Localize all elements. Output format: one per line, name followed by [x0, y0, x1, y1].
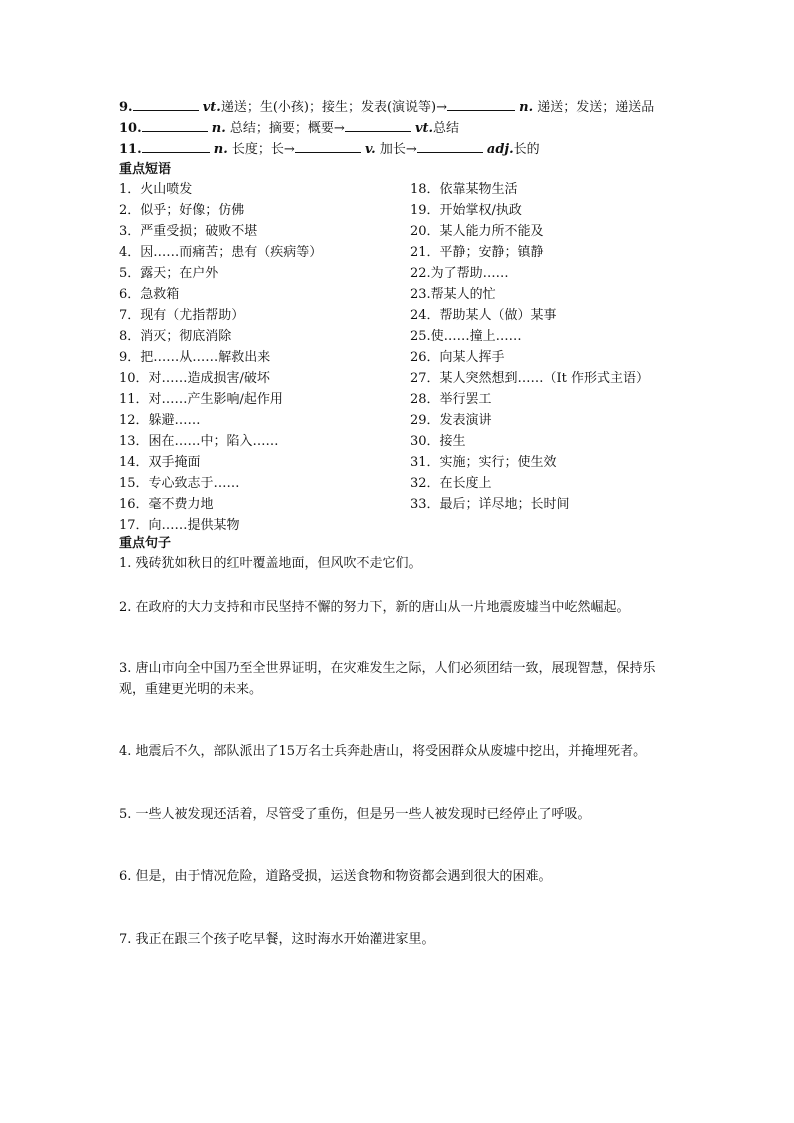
answer-blank[interactable]: [417, 140, 483, 153]
phrase-item: 21．平静；安静；镇静: [410, 245, 544, 260]
part-of-speech: vt.: [414, 121, 434, 136]
vocab-number: 11.: [119, 142, 142, 157]
phrase-item: 23.帮某人的忙: [410, 287, 496, 302]
phrase-item: 30．接生: [410, 434, 466, 449]
vocab-definition: 长的: [513, 142, 540, 157]
answer-blank[interactable]: [447, 98, 515, 111]
sentence-item: 2. 在政府的大力支持和市民坚持不懈的努力下，新的唐山从一片地震废墟当中屹然崛起。: [119, 600, 630, 615]
phrase-item: 12．躲避……: [119, 413, 201, 428]
phrase-item: 13．困在……中；陷入……: [119, 434, 279, 449]
phrase-item: 29．发表演讲: [410, 413, 492, 428]
part-of-speech: n.: [213, 142, 228, 157]
part-of-speech: vt.: [202, 100, 221, 115]
phrase-item: 1．火山喷发: [119, 182, 193, 197]
sentence-item: 1. 残砖犹如秋日的红叶覆盖地面，但风吹不走它们。: [119, 556, 422, 571]
phrase-item: 5．露天；在户外: [119, 266, 219, 281]
answer-blank[interactable]: [295, 140, 361, 153]
vocab-definition: 长度；长→: [231, 142, 295, 157]
phrase-item: 22.为了帮助……: [410, 266, 509, 281]
phrase-item: 32．在长度上: [410, 476, 492, 491]
vocab-line-10: [119, 119, 459, 138]
part-of-speech: n.: [519, 100, 534, 115]
vocab-line-11: [119, 140, 540, 159]
phrase-item: 6．急救箱: [119, 287, 180, 302]
phrase-item: 9．把……从……解救出来: [119, 350, 271, 365]
phrase-item: 14．双手掩面: [119, 455, 201, 470]
vocab-definition: 总结；摘要；概要→: [229, 121, 345, 136]
phrase-item: 33．最后；详尽地；长时间: [410, 497, 570, 512]
phrase-item: 4．因……而痛苦；患有（疾病等）: [119, 245, 323, 260]
phrase-item: 31．实施；实行；使生效: [410, 455, 557, 470]
phrase-item: 16．毫不费力地: [119, 497, 214, 512]
answer-blank[interactable]: [133, 98, 199, 111]
vocab-number: 9.: [119, 100, 133, 115]
sentence-item: 3. 唐山市向全中国乃至全世界证明，在灾难发生之际，人们必须团结一致，展现智慧，保持乐观，重建更光明的未来。: [119, 661, 656, 697]
sentences-heading: 重点句子: [119, 536, 172, 551]
phrase-item: 15．专心致志于……: [119, 476, 240, 491]
sentence-item: 6. 但是，由于情况危险，道路受损，运送食物和物资都会遇到很大的困难。: [119, 869, 552, 884]
phrase-item: 10．对……造成损害/破坏: [119, 371, 270, 386]
phrases-right-column: [410, 181, 649, 517]
vocab-definition: 加长→: [379, 142, 417, 157]
vocab-number: 10.: [119, 121, 142, 136]
sentence-item: 7. 我正在跟三个孩子吃早餐，这时海水开始灌进家里。: [119, 932, 435, 947]
vocab-definition: 递送；生(小孩)；接生；发表(演说等)→: [220, 100, 447, 115]
answer-blank[interactable]: [142, 119, 208, 132]
part-of-speech: v.: [364, 142, 376, 157]
part-of-speech: n.: [211, 121, 226, 136]
phrase-item: 3．严重受损；破败不堪: [119, 224, 258, 239]
phrases-left-column: [119, 181, 322, 538]
vocab-definition: 总结: [433, 121, 460, 136]
phrase-item: 27．某人突然想到……（It 作形式主语）: [410, 371, 650, 386]
sentence-item: 4. 地震后不久，部队派出了15万名士兵奔赴唐山，将受困群众从废墟中挖出，并掩埋死者。: [119, 744, 647, 759]
phrase-item: 25.使……撞上……: [410, 329, 522, 344]
phrase-item: 26．向某人挥手: [410, 350, 505, 365]
phrase-item: 17．向……提供某物: [119, 518, 240, 533]
phrase-item: 7．现有（尤指帮助）: [119, 308, 245, 323]
vocab-line-9: [119, 98, 654, 117]
vocab-definition: 递送；发送；递送品: [537, 100, 655, 115]
phrase-item: 28．举行罢工: [410, 392, 492, 407]
phrase-item: 20．某人能力所不能及: [410, 224, 544, 239]
phrase-item: 24．帮助某人（做）某事: [410, 308, 557, 323]
phrases-heading: 重点短语: [119, 162, 172, 177]
sentence-item: 5. 一些人被发现还活着，尽管受了重伤，但是另一些人被发现时已经停止了呼吸。: [119, 807, 591, 822]
phrase-item: 11．对……产生影响/起作用: [119, 392, 283, 407]
answer-blank[interactable]: [345, 119, 411, 132]
phrase-item: 19．开始掌权/执政: [410, 203, 522, 218]
part-of-speech: adj.: [486, 142, 514, 157]
phrase-item: 2．似乎；好像；仿佛: [119, 203, 245, 218]
answer-blank[interactable]: [142, 140, 210, 153]
phrase-item: 8．消灭；彻底消除: [119, 329, 232, 344]
phrase-item: 18．依靠某物生活: [410, 182, 518, 197]
